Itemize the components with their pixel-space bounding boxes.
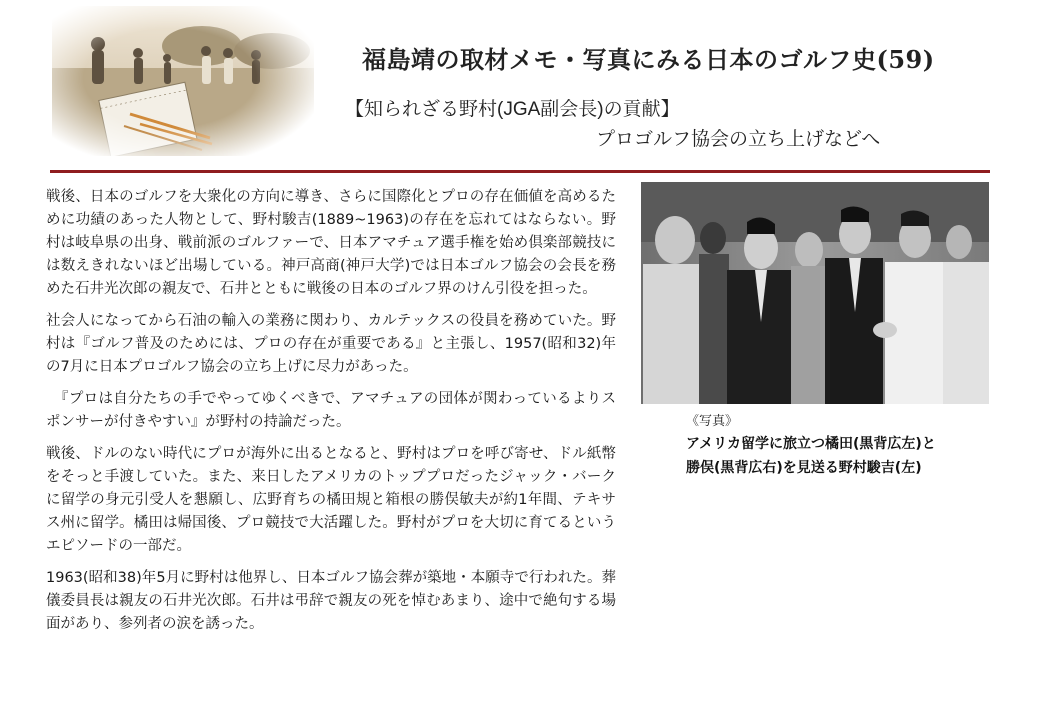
article-paragraph: 『プロは自分たちの手でやってゆくべきで、アマチュアの団体が関わっているよりスポンサーが付きやすい』が野村の持論だった。 xyxy=(46,391,616,430)
vintage-golf-icon xyxy=(52,6,314,156)
article-body xyxy=(46,186,616,645)
header-divider xyxy=(50,170,990,173)
historical-photo xyxy=(641,182,989,404)
caption-text-line-1: アメリカ留学に旅立つ橘田(黒背広左)と xyxy=(686,436,936,452)
caption-text-line-2: 勝俣(黒背広右)を見送る野村駿吉(左) xyxy=(686,460,922,476)
photo-caption xyxy=(686,412,996,480)
article-subtitle-second-line: プロゴルフ協会の立ち上げなどへ xyxy=(596,129,881,150)
group-photo-icon xyxy=(641,182,989,404)
series-title: 福島靖の取材メモ・写真にみる日本のゴルフ史(59) xyxy=(362,45,935,74)
caption-label: 《写真》 xyxy=(686,414,739,429)
article-subtitle: 【知られざる野村(JGA副会長)の貢献】 xyxy=(345,99,680,120)
article-paragraph: 戦後、ドルのない時代にプロが海外に出るとなると、野村はプロを呼び寄せ、ドル紙幣をそっと手渡していた。また、来日したアメリカのトッププロだったジャック・バークに留学の身元引受人を懇願し、広野育ちの橘田規と箱根の勝俣敏夫が約1年間、テキサス州に留学。橘田は帰国後、プロ競技で大活躍した。野村がプロを大切に育てるというエピソードの一部だ。 xyxy=(46,446,616,554)
article-paragraph: 1963(昭和38)年5月に野村は他界し、日本ゴルフ協会葬が築地・本願寺で行われた。葬儀委員長は親友の石井光次郎。石井は弔辞で親友の死を悼むあまり、途中で絶句する場面があり、参列者の涙を誘った。 xyxy=(46,570,616,632)
article-paragraph: 戦後、日本のゴルフを大衆化の方向に導き、さらに国際化とプロの存在価値を高めるために功績のあった人物として、野村駿吉(1889~1963)の存在を忘れてはならない。野村は岐阜県の出身、戦前派のゴルファーで、日本アマチュア選手権を始め倶楽部競技には数えきれないほど出場している。神戸高商(神戸大学)では日本ゴルフ協会の会長を務めた石井光次郎の親友で、石井とともに戦後の日本のゴルフ界のけん引役を担った。 xyxy=(46,189,616,297)
header-vintage-illustration xyxy=(52,6,314,156)
article-paragraph: 社会人になってから石油の輸入の業務に関わり、カルテックスの役員を務めていた。野村は『ゴルフ普及のためには、プロの存在が重要である』と主張し、1957(昭和32)年の7月に日本プロゴルフ協会の立ち上げに尽力があった。 xyxy=(46,313,616,375)
